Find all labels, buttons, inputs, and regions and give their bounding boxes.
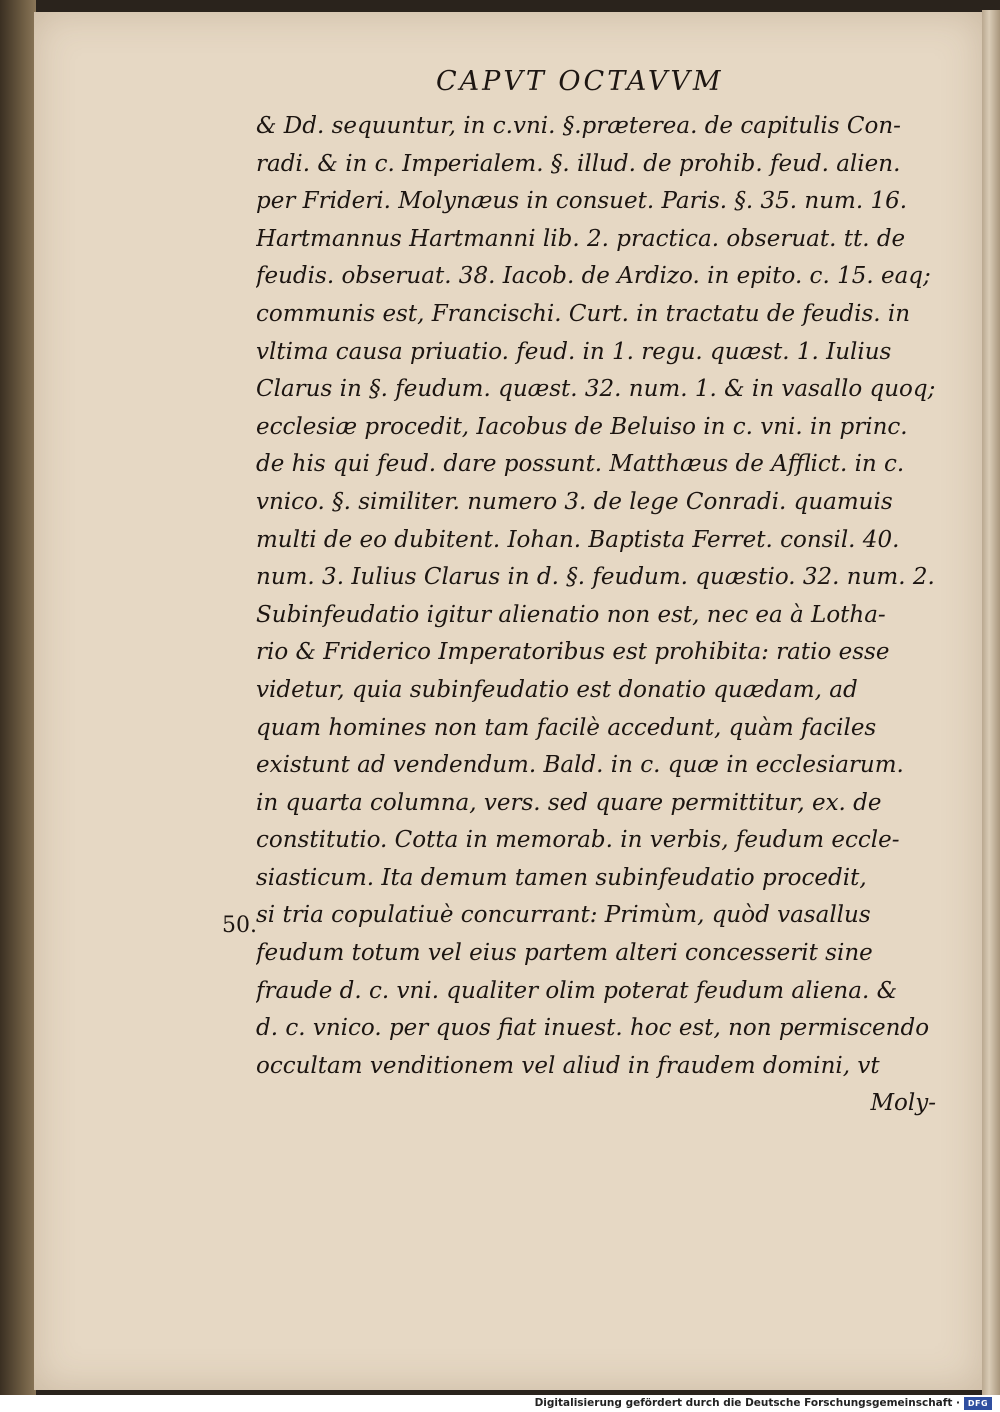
text-line: d. c. vnico. per quos fiat inuest. hoc est, non permiscendo	[256, 1015, 930, 1042]
text-line: vnico. §. similiter. numero 3. de lege Conradi. quamuis	[256, 488, 893, 515]
binding-edge	[0, 0, 36, 1395]
text-line: ecclesiæ procedit, Iacobus de Beluiso in c. vni. in princ.	[256, 413, 908, 440]
text-line: occultam venditionem vel aliud in fraudem domini, vt	[256, 1052, 880, 1079]
text-line: radi. & in c. Imperialem. §. illud. de prohib. feud. alien.	[256, 150, 901, 177]
text-line: feudum totum vel eius partem alteri concesserit sine	[256, 940, 873, 967]
text-line: feudis. obseruat. 38. Iacob. de Ardizo. in epito. c. 15. eaq;	[256, 263, 931, 290]
text-line: communis est, Francischi. Curt. in tractatu de feudis. in	[256, 300, 911, 327]
text-line: Clarus in §. feudum. quæst. 32. num. 1. & in vasallo quoq;	[256, 376, 936, 403]
text-line: siasticum. Ita demum tamen subinfeudatio procedit,	[256, 864, 867, 891]
text-line: constitutio. Cotta in memorab. in verbis, feudum eccle-	[256, 827, 900, 854]
text-line: num. 3. Iulius Clarus in d. §. feudum. quæstio. 32. num. 2.	[256, 564, 935, 591]
text-line: si tria copulatiuè concurrant: Primùm, quòd vasallus	[256, 902, 871, 929]
text-line: quam homines non tam facilè accedunt, quàm faciles	[256, 714, 877, 741]
text-line: vltima causa priuatio. feud. in 1. regu. quæst. 1. Iulius	[256, 338, 892, 365]
body-text	[256, 108, 946, 1123]
text-line: in quarta columna, vers. sed quare permittitur, ex. de	[256, 789, 882, 816]
funding-notice: Digitalisierung gefördert durch die Deutsche Forschungsgemeinschaft ·	[534, 1397, 960, 1409]
catchword: Moly-	[870, 1090, 936, 1117]
text-line: per Frideri. Molynæus in consuet. Paris. §. 35. num. 16.	[256, 188, 908, 215]
text-line: & Dd. sequuntur, in c.vni. §.præterea. de capitulis Con-	[256, 113, 901, 139]
running-head: CAPVT OCTAVVM	[436, 66, 724, 97]
text-line: de his qui feud. dare possunt. Matthæus de Afflict. in c.	[256, 451, 905, 478]
text-line: Subinfeudatio igitur alienatio non est, nec ea à Lotha-	[256, 601, 886, 628]
text-line: Hartmannus Hartmanni lib. 2. practica. obseruat. tt. de	[256, 225, 906, 252]
page-stack-edge	[982, 10, 1000, 1395]
text-line: existunt ad vendendum. Bald. in c. quæ in ecclesiarum.	[256, 752, 904, 779]
text-line: fraude d. c. vni. qualiter olim poterat feudum aliena. &	[256, 977, 898, 1004]
text-line: videtur, quia subinfeudatio est donatio quædam, ad	[256, 676, 858, 703]
text-line: multi de eo dubitent. Iohan. Baptista Ferret. consil. 40.	[256, 526, 900, 553]
margin-line-number: 50.	[222, 913, 257, 938]
dfg-logo-icon: DFG	[964, 1397, 992, 1410]
text-line: rio & Friderico Imperatoribus est prohibita: ratio esse	[256, 639, 890, 666]
footer-bar	[0, 1395, 1000, 1412]
